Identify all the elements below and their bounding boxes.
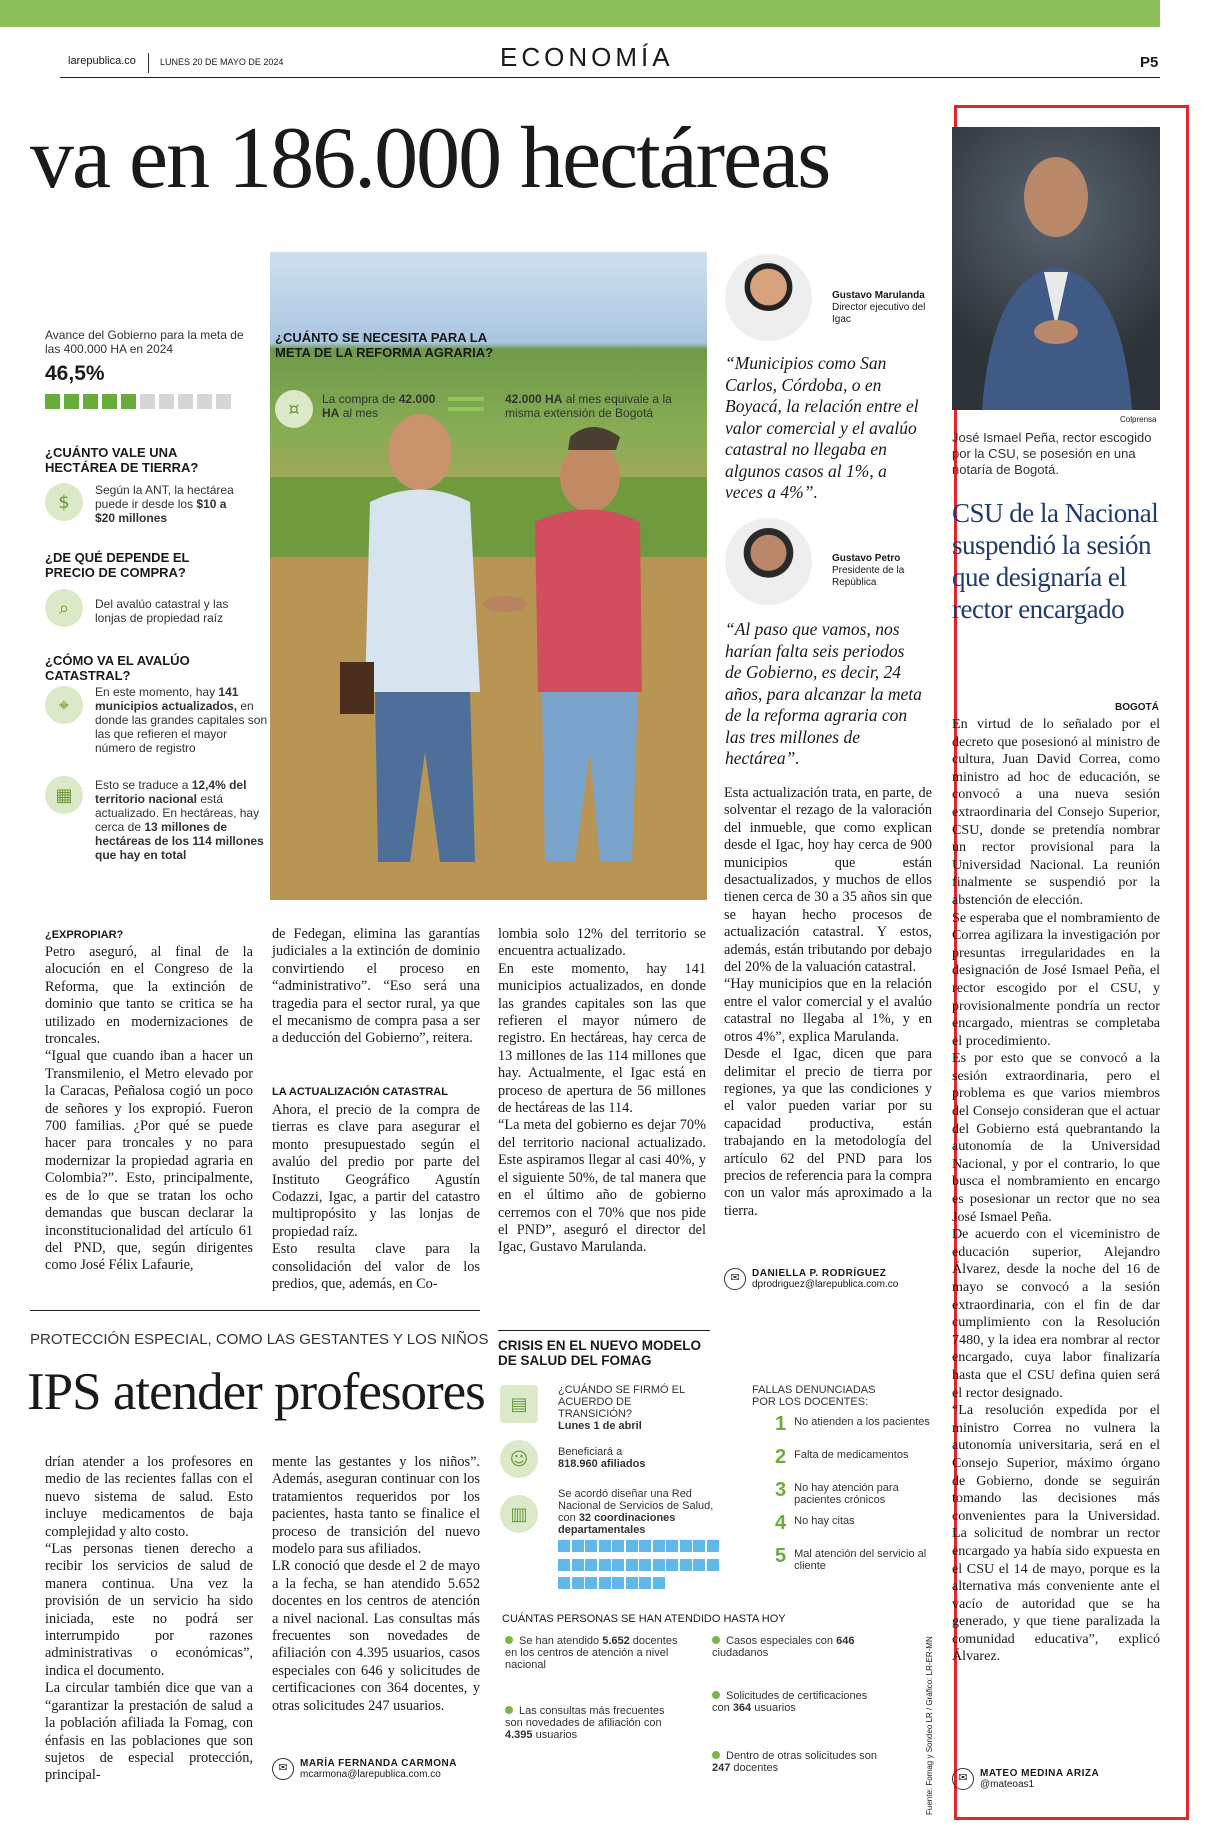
coordination-cell — [585, 1540, 597, 1552]
site-name[interactable]: larepublica.co — [68, 55, 136, 67]
crisis-title: CRISIS EN EL NUEVO MODELO DE SALUD DEL FOMAG — [498, 1338, 702, 1368]
coordination-cell — [626, 1559, 638, 1571]
coordination-cell — [558, 1559, 570, 1571]
coordination-cell — [666, 1559, 678, 1571]
calendar-icon: ▤ — [500, 1385, 538, 1423]
coordination-cell — [680, 1540, 692, 1552]
money-icon: $ — [45, 483, 83, 521]
falla-number: 5 — [775, 1545, 787, 1567]
dateline: BOGOTÁ — [1115, 702, 1159, 713]
coordination-cell — [707, 1540, 719, 1552]
progress-cell — [140, 394, 155, 409]
infographic-source: Fuente: Fomag y Sondeo LR / Gráfico: LR-ER-MN — [925, 1636, 934, 1815]
second-col2: mente las gestantes y los niños”. Además, aseguran continuar con los tratamientos requeridos por los pacientes, hasta tanto se finalice el proceso de transición del nuevo modelo para sus afiliados. LR conoció que desde el 2 de mayo a la fecha, se han atendido 5.652 docentes en los centros de atención a nivel nacional. Las consultas más frecuentes son novedades de afiliación con 4.395 usuarios, casos especiales con 646 y solicitudes de certificaciones con 364 docentes, y otras solicitudes 247 usuarios. — [272, 1454, 480, 1714]
mail-icon: ✉ — [952, 1768, 974, 1790]
crisis-i2: Beneficiará a 818.960 afiliados — [558, 1446, 646, 1470]
falla-number: 3 — [775, 1479, 787, 1501]
progress-cell — [197, 394, 212, 409]
marulanda-id: Gustavo Marulanda Director ejecutivo del Igac — [832, 290, 926, 325]
q1-text: Según la ANT, la hectárea puede ir desde los $10 a $20 millones — [95, 483, 234, 525]
coordination-cell — [572, 1540, 584, 1552]
equal-text: 42.000 HA al mes equivale a la misma extensión de Bogotá — [505, 392, 672, 420]
coordination-cell — [558, 1540, 570, 1552]
q4-text: Esto se traduce a 12,4% del territorio nacional está actualizado. En hectáreas, hay cerca de 13 millones de hectáreas de los 114 millones que hay en total — [95, 778, 264, 862]
rector-illustration — [952, 127, 1160, 410]
col1-text: Petro aseguró, al final de la alocución en el Congreso de la Reforma, que la extinción de dominio que tanto se critica se ha utilizado en modernizaciones de troncales. “Igual que cuando iban a hacer un Transmilenio, el Metro elevado por la Caracas, Peñalosa cogió un poco de señores y los expropió. Fueron 700 familias. ¿Por qué se puede hacer para troncales y no para modernizar la propiedad agraria en Colombia?”. Esto, principalmente, es de lo que se tratan los ocho demandas que buscan declarar la inconstitucionalidad del artículo 61 del PND, que, según dirigentes como José Félix Lafaurie, — [45, 944, 253, 1274]
coordination-cell — [585, 1559, 597, 1571]
progress-cell — [45, 394, 60, 409]
main-byline: ✉ DANIELLA P. RODRÍGUEZ dprodriguez@larepublica.com.co — [724, 1268, 898, 1290]
buy-text: La compra de 42.000 HA al mes — [322, 392, 436, 420]
map-grid-icon: ▦ — [45, 776, 83, 814]
falla-text: No hay atención para pacientes crónicos — [794, 1482, 899, 1506]
photo-caption: José Ismael Peña, rector escogido por la CSU, se posesión en una notaría de Bogotá. — [952, 430, 1152, 477]
coordination-cell — [653, 1540, 665, 1552]
atendido-3: Las consultas más frecuentes son novedades de afiliación con 4.395 usuarios — [505, 1705, 665, 1741]
falla-text: Falta de medicamentos — [794, 1449, 909, 1461]
q2-text: Del avalúo catastral y las lonjas de propiedad raíz — [95, 597, 229, 625]
progress-bar — [45, 394, 255, 410]
falla-item — [775, 1479, 935, 1512]
crisis-i3: Se acordó diseñar una Red Nacional de Servicios de Salud, con 32 coordinaciones departamentales — [558, 1488, 714, 1536]
coordination-cell — [599, 1540, 611, 1552]
coordination-cell — [626, 1540, 638, 1552]
section-title: ECONOMÍA — [500, 42, 674, 72]
falla-number: 4 — [775, 1512, 787, 1534]
progress-cell — [121, 394, 136, 409]
coordination-cell — [558, 1577, 570, 1589]
coordination-cell — [666, 1540, 678, 1552]
sidebar-byline-handle[interactable]: @mateoas1 — [980, 1779, 1035, 1790]
coordination-cell — [693, 1559, 705, 1571]
progress-cell — [83, 394, 98, 409]
equals-icon — [448, 397, 484, 401]
petro-quote: “Al paso que vamos, nos harían falta seis periodos de Gobierno, es decir, 24 años, para alcanzar la meta de la reforma agraria con las tres millones de hectárea”. — [725, 619, 922, 768]
progress-value: 46,5% — [45, 362, 105, 385]
atendido-title: CUÁNTAS PERSONAS SE HAN ATENDIDO HASTA HOY — [502, 1613, 786, 1625]
atendido-4: Solicitudes de certificaciones con 364 usuarios — [712, 1690, 868, 1714]
sidebar-text: En virtud de lo señalado por el decreto que posesionó al ministro de cultura, Juan David Correa, como ministro ad hoc de educación, se convocó a una nueva sesión extraordinaria del Consejo Superior, CSU, donde se pretendía nombrar un rector provisional para la Universidad Nacional. La reunión finalmente se suspendió por la abstención de elección. Se esperaba que el nombramiento de Correa agilizara la investigación por presuntas irregularidades en la designación de José Ismael Peña, el rector escogido por el CSU, y provisionalmente pondría un rector encargado, mientras se completaba el procedimiento. Es por esto que se convocó a la sesión extraordinaria, pero el problema es que varios miembros del Consejo consideran que el actuar del Gobierno está quebrantando la autonomía de la Universidad Nacional, y por el contrario, lo que busca el nombramiento en encargo es posesionar un rector que no sea José Ismael Peña. De acuerdo con el viceministro de educación superior, Alejandro Álvarez, desde la noche del 16 de mayo se convocó a la sesión extraordinaria, con el fin de dar cumplimiento con la Resolución 7480, y la idea era nombrar al rector encargado, cuya labor finalizaría hasta que el CSU defina quien será el rector designado. “La resolución expedida por el ministro Correa no vulnera la autonomía universitaria, será en el Consejo Superior, máximo órgano de Gobierno, donde se seguirán tomando las decisiones más convenientes para la Universidad. La solicitud de nombrar un rector encargado ya había sido expuesta en el CSU el 14 de mayo, porque es la alternativa más conveniente ante el vacío de autoridad que se ha generado, y que tiene paralizada la comunidad educativa”, explicó Álvarez. — [952, 716, 1160, 1665]
coordination-cell — [639, 1540, 651, 1552]
progress-caption: Avance del Gobierno para la meta de las 400.000 HA en 2024 — [45, 328, 244, 356]
how-much-title: ¿CUÁNTO SE NECESITA PARA LA META DE LA REFORMA AGRARIA? — [275, 330, 494, 360]
sidebar-headline: CSU de la Nacional suspendió la sesión que designaría el rector encargado — [952, 498, 1159, 624]
progress-cell — [159, 394, 174, 409]
col2-subhead: LA ACTUALIZACIÓN CATASTRAL — [272, 1086, 448, 1098]
falla-text: No hay citas — [794, 1515, 855, 1527]
coordination-cell — [639, 1559, 651, 1571]
atendido-1: Se han atendido 5.652 docentes en los centros de atención a nivel nacional — [505, 1635, 678, 1671]
q3-text: En este momento, hay 141 municipios actualizados, en donde las grandes capitales son las que refieren el mayor número de registro — [95, 685, 268, 755]
coordination-cell — [653, 1559, 665, 1571]
issue-date: LUNES 20 DE MAYO DE 2024 — [160, 57, 284, 67]
coordination-cell — [612, 1577, 624, 1589]
falla-item — [775, 1413, 935, 1446]
progress-cell — [64, 394, 79, 409]
col2-text: de Fedegan, elimina las garantías judiciales a la extinción de dominio convirtiendo el proceso en “administrativo”. “Eso será una tragedia para el sector rural, ya que el mecanismo de compra pasa a ser a deducción del Gobierno”, reitera. — [272, 926, 480, 1047]
q3-title: ¿CÓMO VA EL AVALÚO CATASTRAL? — [45, 653, 190, 683]
coordination-cell — [693, 1540, 705, 1552]
progress-cell — [216, 394, 231, 409]
coordination-cell — [707, 1559, 719, 1571]
coordination-cell — [653, 1577, 665, 1589]
top-color-bar — [0, 0, 1160, 27]
document-icon: ▥ — [500, 1495, 538, 1533]
col1-subhead: ¿EXPROPIAR? — [45, 929, 124, 941]
coordination-cell — [612, 1559, 624, 1571]
col2-text2: Ahora, el precio de la compra de tierras es clave para asegurar el monto presupuestado según el avalúo del predio por parte del Instituto Geográfico Agustín Codazzi, Igac, a partir del catastro multipropósito y las lonjas de propiedad raíz. Esto resulta clave para la consolidación del valor de los predios, que, además, en Co- — [272, 1102, 480, 1293]
mail-icon: ✉ — [272, 1758, 294, 1780]
coordination-cell — [612, 1540, 624, 1552]
marulanda-avatar — [725, 254, 812, 341]
coordination-cell — [680, 1559, 692, 1571]
coordination-cell — [572, 1559, 584, 1571]
falla-item — [775, 1545, 935, 1578]
col4-text: Esta actualización trata, en parte, de solventar el rezago de la valoración del inmueble, que como explican desde el Igac, hoy hay cerca de 900 municipios que están desactualizados, y muchos de ellos tienen cerca de 30 a 35 años sin que se hayan hecho procesos de actualización catastral. Y estos, además, están tributando por debajo del 20% de la valuación catastral. “Hay municipios que en la relación entre el valor comercial y el avalúo catastral no llegaba al 1%, y en otros 4%”, explica Marulanda. Desde el Igac, dicen que para delimitar el precio de tierra por regiones, ya que las condiciones y el valor pueden variar por su capacidad productiva, están trabajando en la metodología del artículo 62 del PND para los precios de referencia para la compra con un valor más aproximado a la tierra. — [724, 785, 932, 1219]
atendido-5: Dentro de otras solicitudes son 247 docentes — [712, 1750, 878, 1774]
falla-item — [775, 1446, 935, 1479]
falla-text: Mal atención del servicio al cliente — [794, 1548, 927, 1572]
second-col1: drían atender a los profesores en medio de las recientes fallas con el nuevo sistema de salud. Esto incluye medicamentos de baja complejidad y alto costo. “Las personas tienen derecho a recibir los servicios de salud de manera continua. Una vez la provisión de un servicio ha sido iniciada, este no podrá ser interrumpido por razones administrativas o económicas”, indica el documento. La circular también dice que van a “garantizar la prestación de salud a la población afiliada la Fomag, con énfasis en las poblaciones que son sujetos de especial protección, principal- — [45, 1454, 253, 1784]
q1-title: ¿CUÁNTO VALE UNA HECTÁREA DE TIERRA? — [45, 445, 199, 475]
col3-text: lombia solo 12% del territorio se encuentra actualizado. En este momento, hay 141 municipios actualizados, en donde las grandes capitales son las que refieren el mayor número de registro. En hectáreas, hay cerca de 13 millones de las 114 millones que hay. Actualmente, el Igac está en proceso de apertura de 56 millones de hectáreas de las 114. “La meta del gobierno es dejar 70% del territorio nacional actualizado. Este aspiramos llegar al casi 40%, y el siguiente 50%, de tal manera que en el último año de gobierno cerremos con el 70% que nos pide el PND”, aseguró el director del Igac, Gustavo Marulanda. — [498, 926, 706, 1256]
photo-credit: Colprensa — [1120, 415, 1157, 424]
petro-id: Gustavo Petro Presidente de la República — [832, 553, 905, 588]
atendido-2: Casos especiales con 646 ciudadanos — [712, 1635, 855, 1659]
page-number: P5 — [1140, 54, 1159, 71]
header-divider — [148, 53, 149, 73]
q2-title: ¿DE QUÉ DEPENDE EL PRECIO DE COMPRA? — [45, 550, 190, 580]
falla-number: 2 — [775, 1446, 787, 1468]
crisis-rule — [498, 1330, 710, 1331]
header-rule — [60, 77, 1160, 78]
main-byline-email[interactable]: dprodriguez@larepublica.com.co — [752, 1279, 899, 1290]
second-byline-email[interactable]: mcarmona@larepublica.com.co — [300, 1769, 441, 1780]
sidebar-byline: ✉ MATEO MEDINA ARIZA @mateoas1 — [952, 1768, 1099, 1790]
coordination-cell — [599, 1577, 611, 1589]
progress-cell — [102, 394, 117, 409]
marulanda-quote: “Municipios como San Carlos, Córdoba, o en Boyacá, la relación entre el valor comercial y el avalúo catastral no llegaba en algunos casos al 1%, a veces a 4%”. — [725, 353, 919, 502]
falla-number: 1 — [775, 1413, 787, 1435]
coordination-cell — [639, 1577, 651, 1589]
second-headline: IPS atender profesores — [27, 1363, 485, 1421]
coordination-cell — [572, 1577, 584, 1589]
cash-icon: ¤ — [275, 390, 313, 428]
crisis-i1: ¿CUÁNDO SE FIRMÓ EL ACUERDO DE TRANSICIÓN? Lunes 1 de abril — [558, 1384, 685, 1432]
mail-icon: ✉ — [724, 1268, 746, 1290]
falla-text: No atienden a los pacientes — [794, 1416, 930, 1428]
coordination-cell — [599, 1559, 611, 1571]
falla-item — [775, 1512, 935, 1545]
people-network-icon: ☺ — [500, 1440, 538, 1478]
coordination-cell — [626, 1577, 638, 1589]
coordination-cell — [585, 1577, 597, 1589]
fallas-title: FALLAS DENUNCIADAS POR LOS DOCENTES: — [752, 1384, 876, 1408]
progress-cell — [178, 394, 193, 409]
magnifier-icon: ⌕ — [45, 589, 83, 627]
coordinations-grid — [558, 1540, 728, 1596]
fallas-list — [775, 1413, 935, 1578]
second-byline: ✉ MARÍA FERNANDA CARMONA mcarmona@larepublica.com.co — [272, 1758, 457, 1780]
rector-photo — [952, 127, 1160, 410]
main-headline: va en 186.000 hectáreas — [30, 110, 830, 207]
petro-avatar — [725, 518, 812, 605]
section-rule — [30, 1310, 480, 1311]
second-kicker: PROTECCIÓN ESPECIAL, COMO LAS GESTANTES Y LOS NIÑOS — [30, 1331, 489, 1348]
location-pin-icon: ⌖ — [45, 686, 83, 724]
